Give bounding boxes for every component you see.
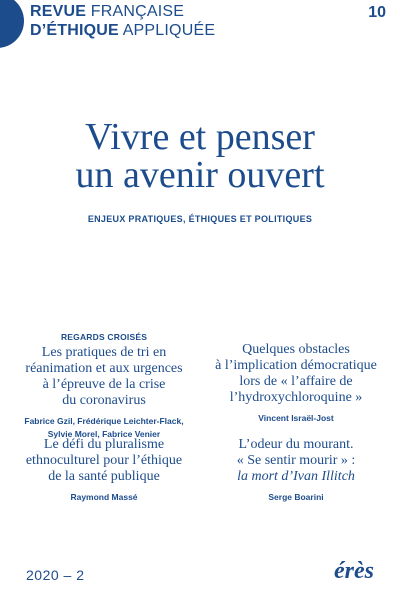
authors-line: Sylvie Morel, Fabrice Venier xyxy=(47,429,161,439)
article-title-line: « Se sentir mourir » : xyxy=(236,453,356,468)
journal-word-appliquee: APPLIQUÉE xyxy=(122,22,216,39)
cover-title-line2: un avenir ouvert xyxy=(75,154,325,196)
journal-word-revue: REVUE xyxy=(30,3,87,20)
article-title xyxy=(8,437,200,485)
journal-name-line1 xyxy=(30,2,184,21)
article-authors: Raymond Massé xyxy=(70,492,138,502)
article-title-line: L’odeur du mourant. xyxy=(238,437,354,452)
article-title-line: l’hydroxychloroquine » xyxy=(229,390,363,405)
article-title xyxy=(8,345,200,409)
cover-title-line1: Vivre et penser xyxy=(85,116,315,158)
article-authors: Serge Boarini xyxy=(268,492,324,502)
journal-word-francaise: FRANÇAISE xyxy=(90,3,185,20)
article-title-line: Les pratiques de tri en xyxy=(41,345,167,360)
article-title-line: réanimation et aux urgences xyxy=(25,361,183,376)
journal-name-line2 xyxy=(30,21,215,40)
article-title-line: ethnoculturel pour l’éthique xyxy=(25,453,183,468)
brand-circle xyxy=(0,0,24,48)
article-gzil xyxy=(8,332,200,441)
article-title xyxy=(200,342,392,406)
publisher-logo: érès xyxy=(334,558,374,584)
section-label: REGARDS CROISÉS xyxy=(60,332,148,342)
cover-title xyxy=(0,118,400,194)
article-title xyxy=(200,437,392,485)
authors-line: Fabrice Gzil, Frédérique Leichter-Flack, xyxy=(24,416,184,426)
article-title-line: Quelques obstacles xyxy=(242,342,350,357)
article-masse xyxy=(8,437,200,504)
article-title-line: du coronavirus xyxy=(62,393,146,408)
journal-word-ethique: D’ÉTHIQUE xyxy=(30,22,119,39)
issue-number: 10 xyxy=(368,4,386,21)
article-authors: Vincent Israël-Jost xyxy=(258,413,334,423)
issue-year: 2020 – 2 xyxy=(26,567,85,583)
article-title-line: de la santé publique xyxy=(48,469,160,484)
article-title-line-italic: la mort d’Ivan Illitch xyxy=(237,469,355,484)
article-title-line: Le défi du pluralisme xyxy=(43,437,165,452)
article-boarini xyxy=(200,437,392,504)
article-title-line: à l’épreuve de la crise xyxy=(42,377,166,392)
article-title-line: lors de « l’affaire de xyxy=(239,374,353,389)
cover-subtitle: ENJEUX PRATIQUES, ÉTHIQUES ET POLITIQUES xyxy=(87,214,313,224)
article-title-line: à l’implication démocratique xyxy=(215,358,377,373)
article-israel-jost xyxy=(200,342,392,425)
